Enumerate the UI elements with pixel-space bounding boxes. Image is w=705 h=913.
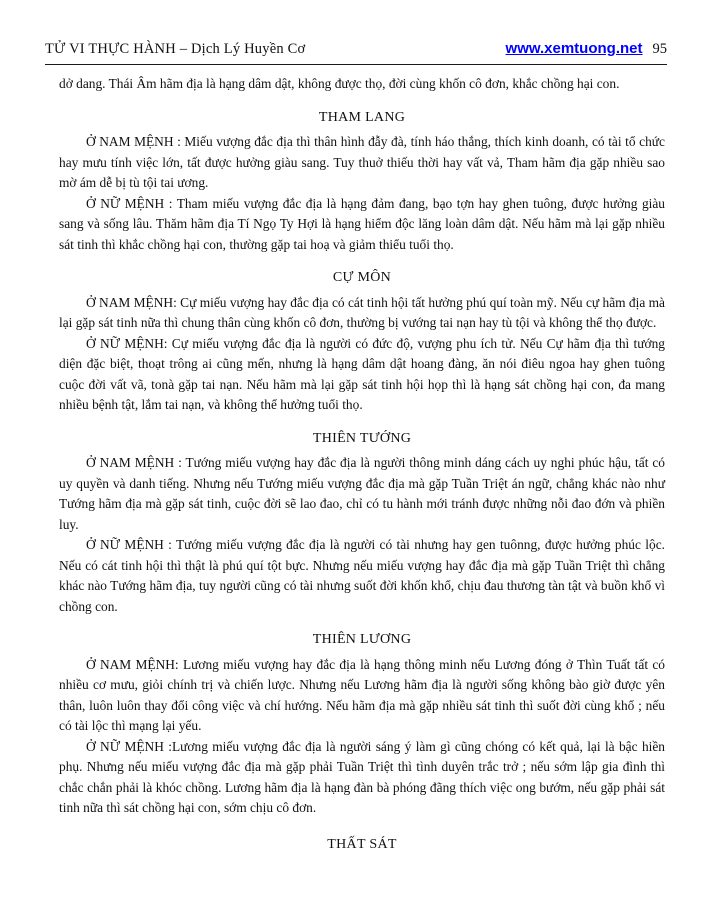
section-heading-thien-tuong: THIÊN TƯỚNG [312, 430, 412, 446]
body-paragraph: Ở NAM MỆNH: Cự miếu vượng hay đắc địa có cát tinh hội tất hưởng phú quí toàn mỹ. Nếu cự hãm địa mà lại gặp sát tinh nữa thì chung thân cùng khốn cô đơn, thường bị vướng tai nạn hay tù tội và không thể thọ được. [59, 294, 665, 330]
body-paragraph: Ở NAM MỆNH : Tướng miếu vượng hay đắc địa là người thông minh dáng cách uy nghi phúc hậu, tất có uy quyền và danh tiếng. Nhưng nếu Tướng miếu vượng đắc địa mà gặp Tuần Triệt án ngữ, chẳng khác nào như Tướng hãm địa mà gặp sát tinh, cuộc đời sẽ lao đao, chỉ có tu hành mới tránh được những nỗi đao đớn và phiền luy. [59, 455, 665, 532]
intro-paragraph: dở dang. Thái Âm hãm địa là hạng dâm dật, không được thọ, đời cùng khốn cô đơn, khắc chồng hại con. [59, 76, 620, 91]
section-heading-cu-mon: CỰ MÔN [332, 270, 392, 285]
section-heading-tham-lang: THAM LANG [318, 109, 406, 125]
body-paragraph: Ở NỮ MỆNH : Tham miếu vượng đắc địa là hạng đảm đang, bạo tợn hay ghen tuông, được hưởng giàu sang và sống lâu. Thăm hãm địa Tí Ngọ Ty Hợi là hạng hiểm độc lăng loàn dâm dật. Nếu hãm mà lại gặp nhiều sát tinh thì khắc chồng hại con, thường gặp tai hoạ và giảm thiểu tuổi thọ. [59, 195, 665, 252]
section-heading-that-sat: THẤT SÁT [327, 836, 397, 852]
section-heading-thien-luong: THIÊN LƯƠNG [312, 632, 412, 647]
header-right [506, 40, 667, 58]
body-paragraph: Ở NỮ MỆNH :Lương miếu vượng đắc địa là người sáng ý làm gì cũng chóng có kết quả, lại là bậc hiền phụ. Nhưng nếu miếu vượng đắc địa mà gặp phải Tuần Triệt thì tình duyên trắc trở ; nếu sớm lập gia đình thì chắc chắn phải là khóc chồng. Lương hãm địa là hạng đàn bà phóng đãng thích việc ong bướm, nếu gặp phải sát tinh nữa thì sát chồng hại con, sớm chịu cô đơn. [59, 738, 665, 815]
body-paragraph: Ở NAM MỆNH: Lương miếu vượng hay đắc địa là hạng thông minh nếu Lương đóng ở Thìn Tuất tất có nhiều cơ mưu, giỏi chính trị và chiến lược. Nhưng nếu Lương hãm địa là người sống không bào giờ được yên thân, luôn luôn thay đổi công việc và chí hướng. Nếu hãm địa mà gặp nhiều sát tinh thì suốt đời cùng khổ ; nếu có tài lộc thì mạng lại yếu. [59, 656, 665, 733]
body-paragraph: Ở NỮ MỆNH : Tướng miếu vượng đắc địa là người có tài nhưng hay gen tuônng, được hưởng phúc lộc. Nếu có cát tinh hội thì thật là phú quí tột bực. Nhưng nếu miếu vượng hay đắc địa mà gặp Tuần Triệt thì chẳng khác nào Tướng hãm địa, tuy người cũng có tài nhưng suốt đời khốn khổ, chịu đau thương tàn tật và buồn khổ vì chồng con. [59, 537, 665, 614]
body-paragraph: Ở NAM MỆNH : Miếu vượng đắc địa thì thân hình đẫy đà, tính háo thắng, thích kinh doanh, có tài tổ chức hay mưu tính việc lớn, tất được hưởng giàu sang. Tuy thuở thiếu thời hay vất vả, Tham hãm địa gặp nhiều sao mờ ám dễ bị tù tội tai ương. [59, 134, 665, 190]
book-title: TỬ VI THỰC HÀNH – Dịch Lý Huyền Cơ [45, 41, 306, 57]
page-number: 95 [652, 41, 667, 57]
body-paragraph: Ở NỮ MỆNH: Cự miếu vượng đắc địa là người có đức độ, vượng phu ích tử. Nếu Cự hãm địa thì tướng diện đặc biệt, thoạt trông ai cũng mến, nhưng là hạng dâm dật hoang đàng, ăn nói điêu ngoa hay ghen tuông cuộc đời vất vã, tonà gặp tai nạn. Nếu hãm mà lại gặp sát tinh hội họp thì là hạng sát chồng hại con, đa mang nhiều bệnh tật, lắm tai nạn, và không thể hưởng tuổi thọ. [59, 335, 665, 412]
document-content [59, 74, 665, 855]
page-header [45, 40, 667, 58]
website-link[interactable]: www.xemtuong.net [505, 40, 643, 57]
header-divider [45, 64, 667, 65]
